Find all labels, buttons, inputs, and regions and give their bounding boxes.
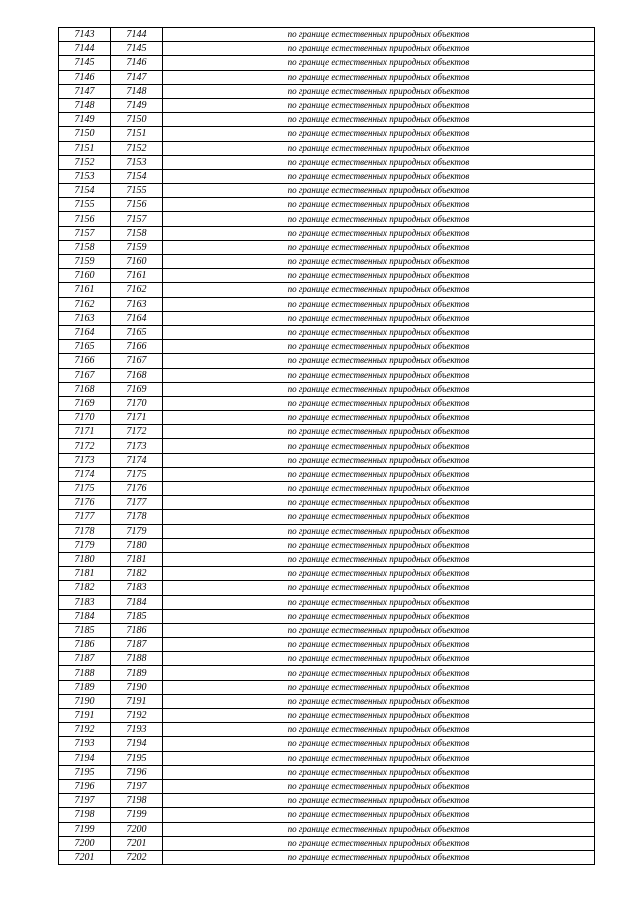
table-row bbox=[59, 709, 595, 723]
from-point-cell: 7160 bbox=[59, 269, 111, 283]
table-row bbox=[59, 155, 595, 169]
table-row bbox=[59, 169, 595, 183]
description-cell: по границе естественных природных объектов bbox=[163, 198, 595, 212]
to-point-cell: 7191 bbox=[111, 694, 163, 708]
table-row bbox=[59, 567, 595, 581]
from-point-cell: 7159 bbox=[59, 255, 111, 269]
to-point-cell: 7158 bbox=[111, 226, 163, 240]
description-cell: по границе естественных природных объектов bbox=[163, 382, 595, 396]
from-point-cell: 7154 bbox=[59, 184, 111, 198]
table-row bbox=[59, 411, 595, 425]
description-cell: по границе естественных природных объектов bbox=[163, 822, 595, 836]
to-point-cell: 7189 bbox=[111, 666, 163, 680]
description-cell: по границе естественных природных объектов bbox=[163, 56, 595, 70]
description-cell: по границе естественных природных объектов bbox=[163, 552, 595, 566]
description-cell: по границе естественных природных объектов bbox=[163, 113, 595, 127]
from-point-cell: 7185 bbox=[59, 623, 111, 637]
to-point-cell: 7157 bbox=[111, 212, 163, 226]
from-point-cell: 7150 bbox=[59, 127, 111, 141]
from-point-cell: 7183 bbox=[59, 595, 111, 609]
table-row bbox=[59, 42, 595, 56]
to-point-cell: 7171 bbox=[111, 411, 163, 425]
from-point-cell: 7201 bbox=[59, 850, 111, 864]
table-row bbox=[59, 850, 595, 864]
description-cell: по границе естественных природных объектов bbox=[163, 226, 595, 240]
description-cell: по границе естественных природных объектов bbox=[163, 666, 595, 680]
description-cell: по границе естественных природных объектов bbox=[163, 340, 595, 354]
to-point-cell: 7177 bbox=[111, 496, 163, 510]
table-row bbox=[59, 240, 595, 254]
description-cell: по границе естественных природных объектов bbox=[163, 808, 595, 822]
to-point-cell: 7144 bbox=[111, 28, 163, 42]
table-row bbox=[59, 226, 595, 240]
to-point-cell: 7176 bbox=[111, 482, 163, 496]
description-cell: по границе естественных природных объектов bbox=[163, 98, 595, 112]
description-cell: по границе естественных природных объектов bbox=[163, 141, 595, 155]
to-point-cell: 7182 bbox=[111, 567, 163, 581]
to-point-cell: 7194 bbox=[111, 737, 163, 751]
description-cell: по границе естественных природных объектов bbox=[163, 297, 595, 311]
from-point-cell: 7148 bbox=[59, 98, 111, 112]
to-point-cell: 7173 bbox=[111, 439, 163, 453]
from-point-cell: 7182 bbox=[59, 581, 111, 595]
description-cell: по границе естественных природных объектов bbox=[163, 467, 595, 481]
description-cell: по границе естественных природных объектов bbox=[163, 496, 595, 510]
table-row bbox=[59, 694, 595, 708]
to-point-cell: 7181 bbox=[111, 552, 163, 566]
to-point-cell: 7152 bbox=[111, 141, 163, 155]
to-point-cell: 7195 bbox=[111, 751, 163, 765]
description-cell: по границе естественных природных объектов bbox=[163, 581, 595, 595]
from-point-cell: 7187 bbox=[59, 652, 111, 666]
to-point-cell: 7178 bbox=[111, 510, 163, 524]
table-row bbox=[59, 297, 595, 311]
from-point-cell: 7152 bbox=[59, 155, 111, 169]
from-point-cell: 7174 bbox=[59, 467, 111, 481]
from-point-cell: 7177 bbox=[59, 510, 111, 524]
to-point-cell: 7202 bbox=[111, 850, 163, 864]
to-point-cell: 7147 bbox=[111, 70, 163, 84]
table-row bbox=[59, 70, 595, 84]
from-point-cell: 7196 bbox=[59, 779, 111, 793]
to-point-cell: 7153 bbox=[111, 155, 163, 169]
from-point-cell: 7165 bbox=[59, 340, 111, 354]
description-cell: по границе естественных природных объектов bbox=[163, 779, 595, 793]
from-point-cell: 7170 bbox=[59, 411, 111, 425]
table-row bbox=[59, 184, 595, 198]
table-row bbox=[59, 84, 595, 98]
from-point-cell: 7153 bbox=[59, 169, 111, 183]
to-point-cell: 7193 bbox=[111, 723, 163, 737]
table-row bbox=[59, 808, 595, 822]
table-row bbox=[59, 325, 595, 339]
description-cell: по границе естественных природных объектов bbox=[163, 751, 595, 765]
from-point-cell: 7171 bbox=[59, 425, 111, 439]
table-row bbox=[59, 127, 595, 141]
from-point-cell: 7172 bbox=[59, 439, 111, 453]
table-row bbox=[59, 269, 595, 283]
from-point-cell: 7147 bbox=[59, 84, 111, 98]
description-cell: по границе естественных природных объектов bbox=[163, 609, 595, 623]
to-point-cell: 7148 bbox=[111, 84, 163, 98]
to-point-cell: 7199 bbox=[111, 808, 163, 822]
from-point-cell: 7175 bbox=[59, 482, 111, 496]
to-point-cell: 7180 bbox=[111, 538, 163, 552]
table-row bbox=[59, 510, 595, 524]
to-point-cell: 7175 bbox=[111, 467, 163, 481]
to-point-cell: 7161 bbox=[111, 269, 163, 283]
to-point-cell: 7159 bbox=[111, 240, 163, 254]
table-row bbox=[59, 425, 595, 439]
table-row bbox=[59, 652, 595, 666]
description-cell: по границе естественных природных объектов bbox=[163, 794, 595, 808]
description-cell: по границе естественных природных объектов bbox=[163, 453, 595, 467]
from-point-cell: 7184 bbox=[59, 609, 111, 623]
description-cell: по границе естественных природных объектов bbox=[163, 765, 595, 779]
description-cell: по границе естественных природных объектов bbox=[163, 623, 595, 637]
boundary-table bbox=[58, 27, 595, 865]
from-point-cell: 7189 bbox=[59, 680, 111, 694]
description-cell: по границе естественных природных объектов bbox=[163, 70, 595, 84]
table-row bbox=[59, 794, 595, 808]
from-point-cell: 7144 bbox=[59, 42, 111, 56]
description-cell: по границе естественных природных объектов bbox=[163, 680, 595, 694]
description-cell: по границе естественных природных объектов bbox=[163, 411, 595, 425]
description-cell: по границе естественных природных объектов bbox=[163, 28, 595, 42]
from-point-cell: 7161 bbox=[59, 283, 111, 297]
description-cell: по границе естественных природных объектов bbox=[163, 155, 595, 169]
table-row bbox=[59, 396, 595, 410]
table-row bbox=[59, 595, 595, 609]
from-point-cell: 7156 bbox=[59, 212, 111, 226]
to-point-cell: 7184 bbox=[111, 595, 163, 609]
to-point-cell: 7192 bbox=[111, 709, 163, 723]
from-point-cell: 7143 bbox=[59, 28, 111, 42]
to-point-cell: 7186 bbox=[111, 623, 163, 637]
description-cell: по границе естественных природных объектов bbox=[163, 652, 595, 666]
to-point-cell: 7190 bbox=[111, 680, 163, 694]
to-point-cell: 7156 bbox=[111, 198, 163, 212]
description-cell: по границе естественных природных объектов bbox=[163, 836, 595, 850]
table-row bbox=[59, 666, 595, 680]
description-cell: по границе естественных природных объектов bbox=[163, 737, 595, 751]
table-row bbox=[59, 638, 595, 652]
to-point-cell: 7197 bbox=[111, 779, 163, 793]
description-cell: по границе естественных природных объектов bbox=[163, 638, 595, 652]
table-row bbox=[59, 283, 595, 297]
from-point-cell: 7168 bbox=[59, 382, 111, 396]
description-cell: по границе естественных природных объектов bbox=[163, 694, 595, 708]
description-cell: по границе естественных природных объектов bbox=[163, 255, 595, 269]
table-row bbox=[59, 311, 595, 325]
table-row bbox=[59, 340, 595, 354]
from-point-cell: 7180 bbox=[59, 552, 111, 566]
table-row bbox=[59, 113, 595, 127]
table-row bbox=[59, 56, 595, 70]
from-point-cell: 7195 bbox=[59, 765, 111, 779]
description-cell: по границе естественных природных объектов bbox=[163, 269, 595, 283]
from-point-cell: 7145 bbox=[59, 56, 111, 70]
table-row bbox=[59, 581, 595, 595]
from-point-cell: 7162 bbox=[59, 297, 111, 311]
table-row bbox=[59, 723, 595, 737]
to-point-cell: 7185 bbox=[111, 609, 163, 623]
description-cell: по границе естественных природных объектов bbox=[163, 354, 595, 368]
description-cell: по границе естественных природных объектов bbox=[163, 212, 595, 226]
from-point-cell: 7149 bbox=[59, 113, 111, 127]
to-point-cell: 7160 bbox=[111, 255, 163, 269]
to-point-cell: 7164 bbox=[111, 311, 163, 325]
to-point-cell: 7198 bbox=[111, 794, 163, 808]
description-cell: по границе естественных природных объектов bbox=[163, 524, 595, 538]
from-point-cell: 7179 bbox=[59, 538, 111, 552]
to-point-cell: 7150 bbox=[111, 113, 163, 127]
table-row bbox=[59, 28, 595, 42]
to-point-cell: 7172 bbox=[111, 425, 163, 439]
to-point-cell: 7201 bbox=[111, 836, 163, 850]
to-point-cell: 7165 bbox=[111, 325, 163, 339]
table-row bbox=[59, 779, 595, 793]
to-point-cell: 7183 bbox=[111, 581, 163, 595]
from-point-cell: 7199 bbox=[59, 822, 111, 836]
from-point-cell: 7173 bbox=[59, 453, 111, 467]
from-point-cell: 7188 bbox=[59, 666, 111, 680]
description-cell: по границе естественных природных объектов bbox=[163, 311, 595, 325]
description-cell: по границе естественных природных объектов bbox=[163, 283, 595, 297]
table-row bbox=[59, 354, 595, 368]
description-cell: по границе естественных природных объектов bbox=[163, 368, 595, 382]
description-cell: по границе естественных природных объектов bbox=[163, 482, 595, 496]
from-point-cell: 7197 bbox=[59, 794, 111, 808]
table-row bbox=[59, 482, 595, 496]
table-row bbox=[59, 751, 595, 765]
boundary-table-container bbox=[58, 27, 594, 865]
from-point-cell: 7191 bbox=[59, 709, 111, 723]
table-row bbox=[59, 524, 595, 538]
description-cell: по границе естественных природных объектов bbox=[163, 439, 595, 453]
from-point-cell: 7176 bbox=[59, 496, 111, 510]
table-row bbox=[59, 609, 595, 623]
from-point-cell: 7167 bbox=[59, 368, 111, 382]
from-point-cell: 7151 bbox=[59, 141, 111, 155]
to-point-cell: 7196 bbox=[111, 765, 163, 779]
table-row bbox=[59, 496, 595, 510]
table-row bbox=[59, 538, 595, 552]
description-cell: по границе естественных природных объектов bbox=[163, 425, 595, 439]
to-point-cell: 7188 bbox=[111, 652, 163, 666]
to-point-cell: 7154 bbox=[111, 169, 163, 183]
to-point-cell: 7163 bbox=[111, 297, 163, 311]
description-cell: по границе естественных природных объектов bbox=[163, 723, 595, 737]
to-point-cell: 7174 bbox=[111, 453, 163, 467]
to-point-cell: 7167 bbox=[111, 354, 163, 368]
description-cell: по границе естественных природных объектов bbox=[163, 169, 595, 183]
from-point-cell: 7194 bbox=[59, 751, 111, 765]
description-cell: по границе естественных природных объектов bbox=[163, 84, 595, 98]
to-point-cell: 7169 bbox=[111, 382, 163, 396]
description-cell: по границе естественных природных объектов bbox=[163, 538, 595, 552]
table-row bbox=[59, 212, 595, 226]
description-cell: по границе естественных природных объектов bbox=[163, 567, 595, 581]
to-point-cell: 7151 bbox=[111, 127, 163, 141]
description-cell: по границе естественных природных объектов bbox=[163, 127, 595, 141]
table-row bbox=[59, 822, 595, 836]
table-row bbox=[59, 382, 595, 396]
from-point-cell: 7146 bbox=[59, 70, 111, 84]
description-cell: по границе естественных природных объектов bbox=[163, 42, 595, 56]
table-row bbox=[59, 255, 595, 269]
table-row bbox=[59, 198, 595, 212]
description-cell: по границе естественных природных объектов bbox=[163, 325, 595, 339]
table-row bbox=[59, 98, 595, 112]
table-row bbox=[59, 467, 595, 481]
from-point-cell: 7186 bbox=[59, 638, 111, 652]
from-point-cell: 7200 bbox=[59, 836, 111, 850]
from-point-cell: 7169 bbox=[59, 396, 111, 410]
table-row bbox=[59, 439, 595, 453]
to-point-cell: 7170 bbox=[111, 396, 163, 410]
to-point-cell: 7149 bbox=[111, 98, 163, 112]
to-point-cell: 7179 bbox=[111, 524, 163, 538]
table-row bbox=[59, 623, 595, 637]
to-point-cell: 7155 bbox=[111, 184, 163, 198]
from-point-cell: 7155 bbox=[59, 198, 111, 212]
from-point-cell: 7166 bbox=[59, 354, 111, 368]
to-point-cell: 7162 bbox=[111, 283, 163, 297]
description-cell: по границе естественных природных объектов bbox=[163, 709, 595, 723]
table-row bbox=[59, 453, 595, 467]
table-row bbox=[59, 680, 595, 694]
from-point-cell: 7164 bbox=[59, 325, 111, 339]
to-point-cell: 7187 bbox=[111, 638, 163, 652]
table-row bbox=[59, 836, 595, 850]
table-row bbox=[59, 141, 595, 155]
from-point-cell: 7178 bbox=[59, 524, 111, 538]
from-point-cell: 7190 bbox=[59, 694, 111, 708]
from-point-cell: 7192 bbox=[59, 723, 111, 737]
table-row bbox=[59, 737, 595, 751]
to-point-cell: 7166 bbox=[111, 340, 163, 354]
to-point-cell: 7146 bbox=[111, 56, 163, 70]
to-point-cell: 7168 bbox=[111, 368, 163, 382]
from-point-cell: 7181 bbox=[59, 567, 111, 581]
table-row bbox=[59, 765, 595, 779]
description-cell: по границе естественных природных объектов bbox=[163, 184, 595, 198]
to-point-cell: 7200 bbox=[111, 822, 163, 836]
description-cell: по границе естественных природных объектов bbox=[163, 240, 595, 254]
description-cell: по границе естественных природных объектов bbox=[163, 595, 595, 609]
description-cell: по границе естественных природных объектов bbox=[163, 510, 595, 524]
from-point-cell: 7198 bbox=[59, 808, 111, 822]
from-point-cell: 7158 bbox=[59, 240, 111, 254]
description-cell: по границе естественных природных объектов bbox=[163, 850, 595, 864]
table-row bbox=[59, 368, 595, 382]
to-point-cell: 7145 bbox=[111, 42, 163, 56]
description-cell: по границе естественных природных объектов bbox=[163, 396, 595, 410]
from-point-cell: 7157 bbox=[59, 226, 111, 240]
table-body bbox=[59, 28, 595, 865]
table-row bbox=[59, 552, 595, 566]
from-point-cell: 7163 bbox=[59, 311, 111, 325]
from-point-cell: 7193 bbox=[59, 737, 111, 751]
